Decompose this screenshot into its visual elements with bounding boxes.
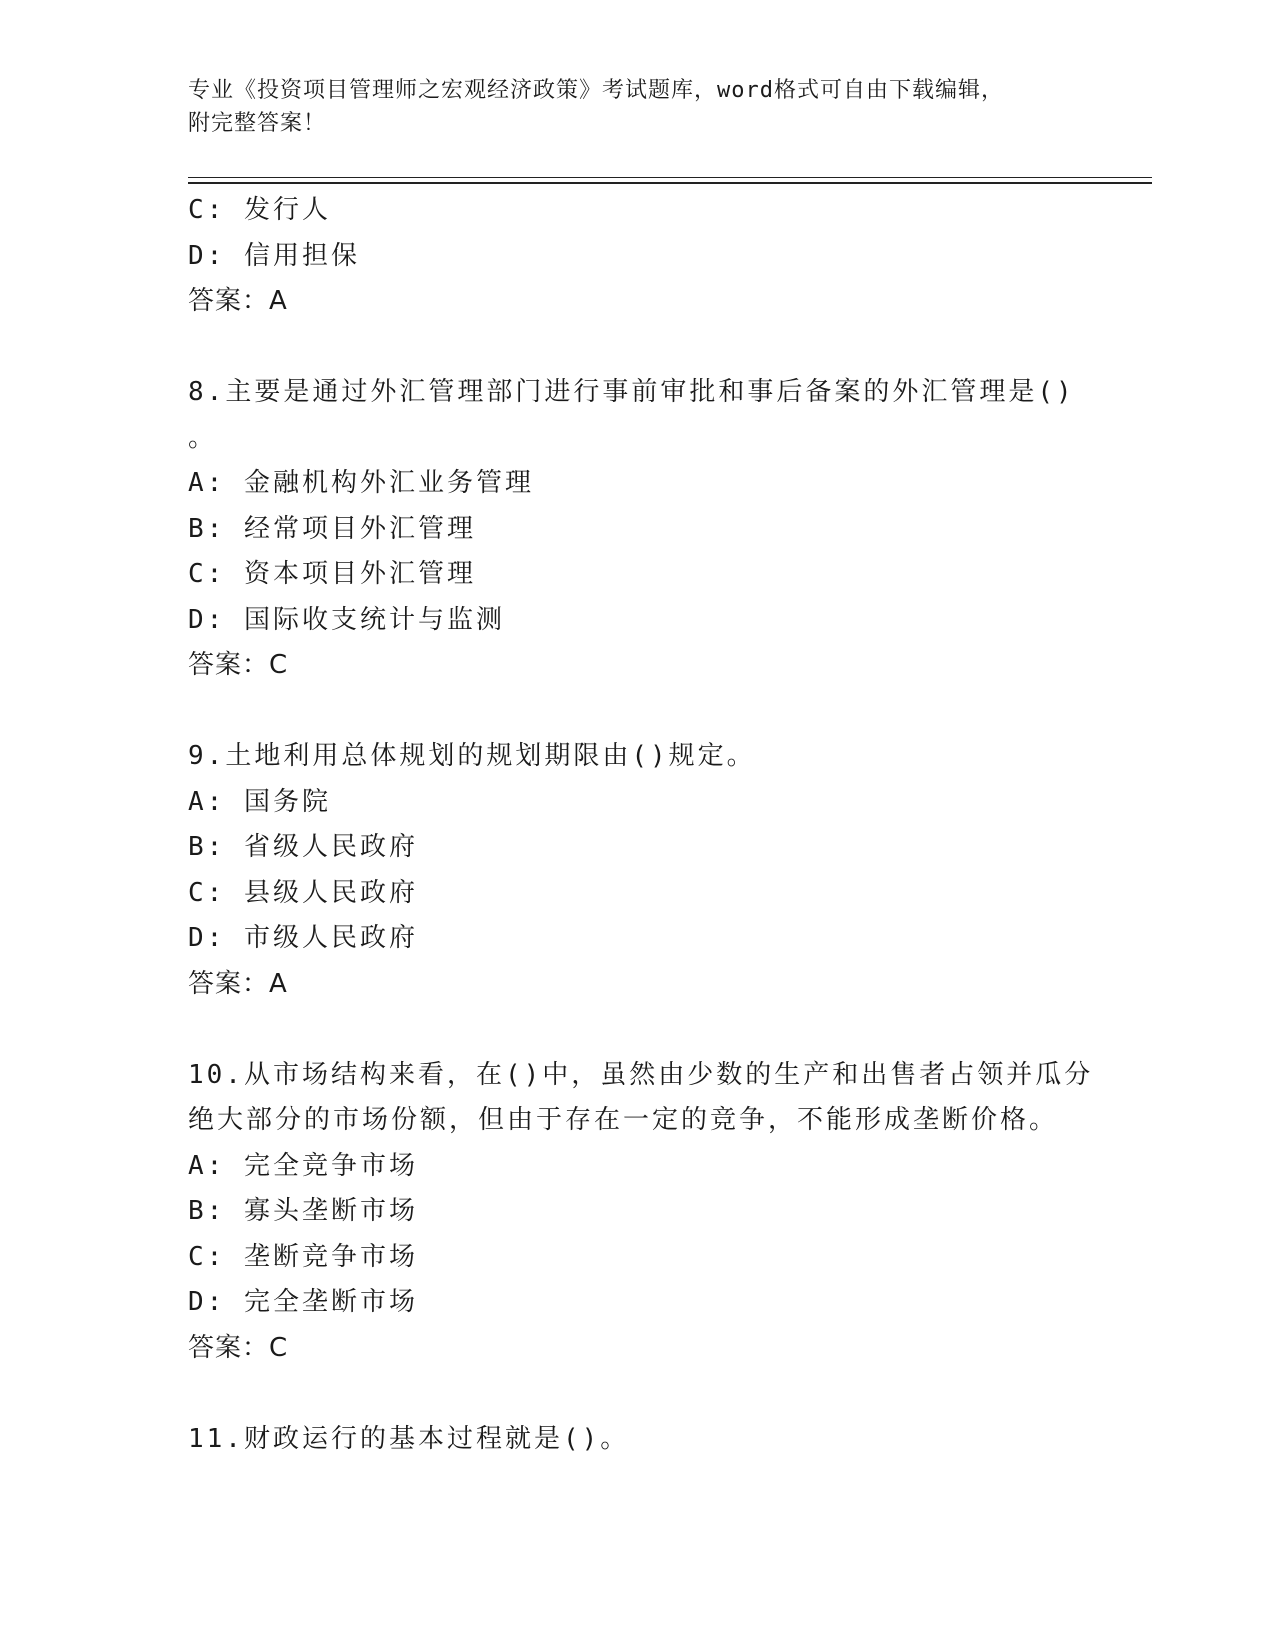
option-separator: : [206, 1196, 244, 1226]
question-list [188, 188, 1094, 1462]
question-text-continued: 。 [188, 422, 218, 453]
question-number: 9. [188, 741, 226, 771]
option-line [188, 1280, 1088, 1326]
document-header [188, 74, 1068, 140]
option-letter: C [188, 195, 207, 225]
option-line [188, 552, 1088, 598]
option-text: 信用担保 [243, 240, 360, 271]
option-letter: A [188, 468, 207, 498]
option-letter: D [188, 1287, 207, 1317]
option-separator: : [206, 832, 244, 862]
question-text-line: 财政运行的基本过程就是()。 [243, 1423, 630, 1454]
option-separator: : [206, 195, 244, 225]
option-line [188, 188, 1088, 234]
option-separator: : [206, 786, 244, 817]
option-text: 完全竞争市场 [243, 1150, 418, 1181]
option-line [188, 1144, 1088, 1190]
option-letter: A [188, 1150, 207, 1181]
option-text: 市级人民政府 [243, 923, 418, 953]
header-line-1: 专业《投资项目管理师之宏观经济政策》考试题库，word格式可自由下载编辑， [188, 78, 1004, 103]
option-separator: : [206, 877, 244, 908]
answer-value: A [269, 286, 288, 316]
option-line [188, 871, 1088, 917]
option-text: 发行人 [243, 195, 331, 225]
option-line [188, 507, 1088, 553]
question-number: 8. [188, 377, 226, 407]
option-text: 国务院 [243, 786, 331, 817]
option-separator: : [206, 1150, 244, 1181]
option-separator: : [206, 923, 244, 953]
option-line [188, 461, 1088, 507]
option-text: 资本项目外汇管理 [243, 559, 476, 589]
option-line [188, 825, 1088, 871]
option-letter: B [188, 1196, 207, 1226]
answer-value: C [269, 650, 289, 680]
option-separator: : [206, 240, 244, 271]
option-separator: : [206, 559, 244, 589]
question-text-line: 土地利用总体规划的规划期限由()规定。 [225, 741, 756, 771]
option-separator: : [206, 1241, 244, 1272]
option-text: 省级人民政府 [243, 832, 418, 862]
answer-label: 答案： [188, 650, 270, 680]
question-text-continued: 绝大部分的市场份额，但由于存在一定的竞争，不能形成垄断价格。 [188, 1105, 1059, 1135]
option-line [188, 1189, 1088, 1235]
option-text: 经常项目外汇管理 [243, 513, 476, 544]
option-separator: : [206, 1287, 244, 1317]
question-text [188, 1417, 1088, 1463]
option-separator: : [206, 513, 244, 544]
question-text [188, 370, 1088, 416]
option-text: 县级人民政府 [243, 877, 418, 908]
option-letter: B [188, 832, 207, 862]
option-line [188, 780, 1088, 826]
option-line [188, 916, 1088, 962]
question-text [188, 1053, 1094, 1099]
answer-label: 答案： [188, 968, 270, 999]
answer-label: 答案： [188, 1332, 270, 1363]
question-text-line: 主要是通过外汇管理部门进行事前审批和事后备案的外汇管理是() [225, 377, 1075, 407]
header-divider-thick [188, 182, 1152, 184]
answer-line [188, 279, 1088, 325]
option-letter: C [188, 559, 207, 589]
option-line [188, 598, 1088, 644]
option-line [188, 1235, 1088, 1281]
option-letter: B [188, 513, 207, 544]
answer-line [188, 962, 1088, 1008]
option-text: 寡头垄断市场 [243, 1196, 418, 1226]
header-line-2: 附完整答案！ [188, 111, 327, 136]
option-letter: D [188, 604, 207, 635]
header-divider-thin [188, 177, 1152, 178]
answer-line [188, 643, 1088, 689]
option-text: 垄断竞争市场 [243, 1241, 418, 1272]
option-letter: C [188, 877, 207, 908]
answer-value: C [269, 1332, 289, 1363]
option-separator: : [206, 468, 244, 498]
option-separator: : [206, 604, 244, 635]
option-letter: C [188, 1241, 207, 1272]
answer-value: A [269, 968, 288, 999]
option-letter: A [188, 786, 207, 817]
option-text: 国际收支统计与监测 [243, 604, 505, 635]
option-letter: D [188, 240, 207, 271]
question-text-line: 从市场结构来看，在()中，虽然由少数的生产和出售者占领并瓜分 [243, 1059, 1094, 1090]
question-number: 10. [188, 1059, 244, 1090]
question-number: 11. [188, 1423, 244, 1454]
option-text: 完全垄断市场 [243, 1287, 418, 1317]
question-text [188, 734, 1088, 780]
answer-label: 答案： [188, 286, 270, 316]
option-text: 金融机构外汇业务管理 [243, 468, 534, 498]
option-letter: D [188, 923, 207, 953]
answer-line [188, 1326, 1088, 1372]
option-line [188, 234, 1088, 280]
